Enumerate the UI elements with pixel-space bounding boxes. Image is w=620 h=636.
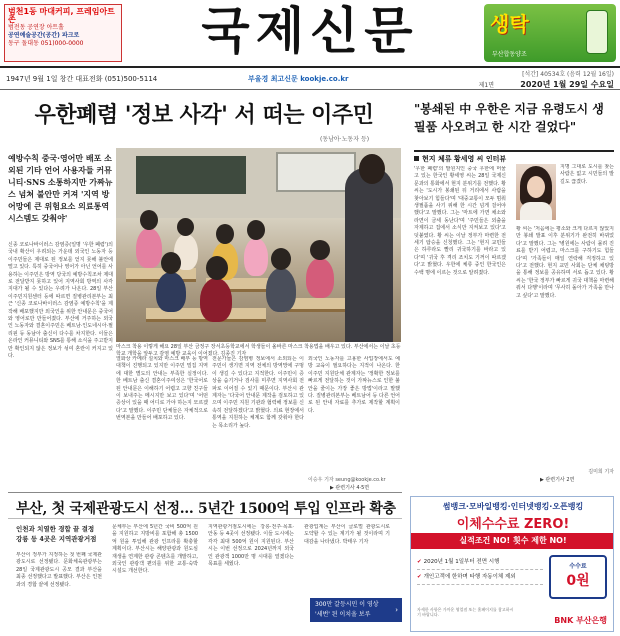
bottom-story-column-2: 문체부는 부산에 5년간 국비 500억 원을 지원하고 지방비를 포함해 총 1500억 원을 투입해 관광 인프라를 확충할 계획이다. 부산시는 해양관광과 원도심 재생을 연계한 관광 콘텐츠를 개발하고, 외국인 관광객 편의를 위한 교통·숙박 시설도 개선한다.: [112, 524, 198, 575]
photo-blackboard: [136, 156, 246, 194]
ad-left-line3: 공연예술공간(공간) 파크로: [8, 32, 80, 39]
photo-student-head: [216, 224, 234, 244]
bottom-story-column-3: 지역관광거점도시에는 강릉·전주·목포·안동 등 4곳이 선정됐다. 이들 도시에는 각각 최대 500억 원이 지원된다. 부산시는 이번 선정으로 2024년까지 외국인 관광객 1000만 명 시대를 열겠다는 목표를 세웠다.: [208, 524, 294, 568]
newspaper-logo[interactable]: 국제신문: [201, 1, 419, 60]
top-story-related-link[interactable]: ▶ 관련기사 4·5면: [330, 485, 370, 491]
ad-right-sub: 부산합동양조: [492, 51, 527, 58]
ad-left-line1: 범천1동 마대커피, 프레임아트존: [8, 7, 115, 24]
photo-student: [244, 238, 268, 276]
bottle-icon: [586, 10, 608, 54]
bank-ad-item: [417, 570, 543, 585]
top-story-headline[interactable]: 우한폐렴 '정보 사각' 서 떠는 이주민: [34, 102, 374, 128]
check-icon: ✔: [417, 559, 422, 565]
portrait-face: [527, 176, 545, 198]
motto-link[interactable]: 부울경 최고신문 kookje.co.kr: [248, 75, 349, 83]
interview-column-c: 황 씨는 '처음에는 평소와 크게 다르지 않았지만 봉쇄 발표 이후 분위기가 완전히 바뀌었다'고 말했다. 그는 '병원에는 사람이 몰려 진료를 받기 어렵고, 마스크를 구하기도 힘들다'며 '가족들이 매일 연락해 걱정하고 있다'고 전했다. 현지 교민 사회는 단체 채팅방을 통해 정보를 공유하며 서로 돕고 있다. 황 씨는 '한국 정부가 빠르게 귀국 대책을 마련해 줘서 다행'이라며 '무사히 돌아가 가족을 만나고 싶다'고 말했다.: [516, 226, 614, 299]
dateline: [0, 66, 620, 90]
top-story-column-3: 외국인 노동자를 고용한 사업장에서도 예방 교육이 필요하다는 지적이 나온다. 한 이주민 지원단체 관계자는 '정확한 정보를 빠르게 전달하는 것이 가짜뉴스로 인한 불안을 줄이는 가장 좋은 방법'이라고 말했다. 질병관리본부는 베트남어 등 다른 언어로 된 안내 자료를 추가로 제작할 계획이다.: [308, 356, 400, 414]
photo-student: [306, 258, 334, 298]
bank-ad-band: 실적조건 NO! 횟수 제한 NO!: [411, 533, 614, 549]
interviewee-portrait: [516, 164, 556, 220]
interview-column-a: '우한 폐렴'의 발원지인 중국 우한에 머물고 있는 한국인 황세영 씨는 28일 국제신문과의 통화에서 현지 분위기를 전했다. 황 씨는 '도시가 봉쇄된 뒤 거리에서 사람을 찾아보기 힘들다'며 '대중교통이 모두 멈춰 생필품을 사기 위해 한 시간 넘게 걸어야 했다'고 말했다. 그는 '마트에 가면 채소와 라면이 금세 동난다'며 '주민들은 외출을 자제하고 집에서 소식만 지켜보고 있다'고 덧붙였다. 황 씨는 이날 정부가 마련한 전세기 탑승을 신청했다. 그는 '현지 교민들은 하루라도 빨리 귀국하기를 바라고 있다'며 '귀국 후 격리 조치도 기꺼이 따르겠다'고 밝혔다. 우한에 체류 중인 한국인은 수백 명에 이르는 것으로 알려졌다.: [414, 166, 506, 276]
bank-logo: BNK 부산은행: [554, 616, 607, 625]
video-line-1: 300만 갈등시민 이 영상: [315, 601, 379, 608]
photo-caption-credit: 김종진 기자: [220, 351, 247, 357]
photo-student-head: [161, 252, 181, 274]
section-divider: [8, 518, 402, 519]
bank-ad-fee-value: 0원: [566, 573, 590, 589]
interview-column-b: 지명 그대로 도시를 찾는 사람은 없고 시민들의 발길도 끊겼다.: [560, 164, 614, 185]
top-story-column-1: 열화상 카메라 설치와 마스크 배부 등 방역 대책이 진행되고 있지만 이주민 밀집 지역에 대한 별도의 안내는 부족한 실정이다. 한 베트남 출신 결혼이주여성은 '한국어로 된 안내문은 이해하기 어렵고 고향 친구들이 보내주는 메시지만 보고 있다'며 '어떤 증상이 있을 때 어디로 가야 하는지 모르겠다'고 말했다. 이주민 단체들은 자체적으로 번역본을 만들어 배포하고 있다.: [116, 356, 208, 422]
masthead: [0, 0, 620, 66]
bank-ad-item-text: 개인고객에 한하며 타행 자동이체 제외: [423, 574, 516, 580]
photo-window: [276, 152, 356, 192]
interview-related-link[interactable]: ▶ 관련기사 2면: [540, 477, 575, 483]
photo-teacher-head: [359, 154, 385, 184]
photo-student: [156, 272, 186, 312]
classroom-photo[interactable]: [116, 148, 401, 342]
photo-caption-text: 마스크 착용 이렇게 해요 28일 부산 금정구 장서초등학교에서 학생들이 올바른 마스크 착용법을 배우고 있다. 부산에서는 이날 초등학교 개학을 앞두고 감염 예방 교육이 이어졌다.: [116, 344, 401, 357]
bottom-story-headline[interactable]: 부산, 첫 국제관광도시 선정… 5년간 1500억 투입 인프라 확충: [16, 501, 396, 517]
chevron-right-icon: ›: [395, 606, 398, 614]
bank-ad-note: 자세한 사항은 가까운 영업점 또는 홈페이지를 참고하시기 바랍니다.: [417, 607, 514, 617]
top-story-left-column: 신종 코로나바이러스 감염증(일명 '우한 폐렴')의 국내 확산이 우려되는 가운데 외국인 노동자 등 이주민들은 제대로 된 정보를 얻지 못해 불안에 떨고 있다. 특히 중국어나 영어가 아닌 언어를 사용하는 이주민은 방역 당국의 예방수칙조차 제대로 전달받지 못하고 있어 지역사회 방역의 사각지대가 될 수 있다는 우려가 나온다. 28일 부산 이주민지원센터 등에 따르면 질병관리본부는 최근 '신종 코로나바이러스 감염증 예방수칙'을 제작해 배포했지만 외국인을 위한 안내문은 중국어와 영어로만 만들어졌다. 부산에 거주하는 외국인 노동자와 결혼이주민은 베트남·인도네시아·필리핀 등 동남아 출신이 다수를 차지한다. 이들은 온라인 커뮤니티와 SNS를 통해 소식을 주고받지만 확인되지 않은 정보가 섞여 혼란이 커지고 있다.: [8, 242, 113, 360]
founded-info: 1947년 9월 1일 창간 대표전화 (051)500-5114: [6, 75, 158, 83]
section-divider: [8, 492, 402, 493]
photo-student-head: [247, 220, 265, 240]
portrait-body: [520, 202, 552, 220]
interview-reporter: 김미희 기자: [588, 469, 614, 475]
bank-ad-title: 썸뱅크·모바일뱅킹·인터넷뱅킹·오픈뱅킹: [442, 502, 584, 511]
photo-student-head: [271, 248, 291, 270]
bank-ad-fee-box: [549, 555, 607, 599]
bottom-story-deck: 인천과 치열한 경합 끝 결정 강릉 등 4곳은 지역관광거점: [16, 525, 97, 543]
edition-info: [석간] 40534호 (음력 12월 16일): [522, 71, 614, 78]
bank-ad-item-text: 2020년 1월 1일부터 전면 시행: [423, 559, 500, 565]
ad-left-line2: 범전동 공연장 아트홀: [8, 24, 64, 31]
video-link-box[interactable]: [310, 598, 402, 622]
ad-left-line4: 동구 돌대동 051)000-0000: [8, 40, 84, 47]
ad-right[interactable]: [484, 4, 616, 62]
bank-ad-headline: 이체수수료 ZERO!: [456, 517, 570, 532]
bottom-story-column-1: 부산이 정부가 지정하는 첫 번째 국제관광도시로 선정됐다. 문화체육관광부는 28일 국제관광도시 공모 결과 부산을 최종 선정했다고 발표했다. 부산은 인천과의 경합 끝에 선정됐다.: [16, 552, 102, 588]
interview-quote[interactable]: "봉쇄된 中 우한은 지금 유령도시 생필품 사오려고 한 시간 걸었다": [414, 102, 604, 134]
bottom-story-column-4: 관광업계는 부산이 글로벌 관광도시로 도약할 수 있는 계기가 될 것이라며 기대감을 나타냈다. 박태우 기자: [304, 524, 390, 545]
top-story-column-2: 전문가들은 감염병 정보에서 소외되는 이주민이 생기면 지역 전체의 방역망에 구멍이 생길 수 있다고 지적한다. 이주민이 증상을 숨기거나 검사를 미루면 지역사회 전파로 이어질 수 있기 때문이다. 부산시 관계자는 '다국어 안내문 제작을 검토하고 있으며 이주민 지원 기관과 협력해 정보를 신속히 전달하겠다'고 밝혔다. 의료 현장에서 통역을 지원하는 체계도 함께 갖춰야 한다는 목소리가 높다.: [212, 356, 304, 429]
bank-advertisement[interactable]: [410, 496, 614, 632]
page-label: 제1면: [478, 82, 494, 89]
bank-ad-item: [417, 555, 543, 570]
photo-student: [266, 268, 296, 312]
bank-ad-fee-label: 수수료: [569, 563, 587, 570]
issue-date-text: 2020년 1월 29일 수요일: [520, 80, 614, 89]
photo-credit: (동남아·노동자 등): [320, 136, 370, 143]
photo-teacher: [345, 168, 393, 342]
ad-left[interactable]: [4, 4, 122, 62]
photo-student-head: [310, 240, 330, 260]
interview-divider: [414, 150, 614, 152]
bank-ad-items: [417, 555, 543, 585]
photo-student-head: [177, 218, 194, 236]
ad-right-brand: 생탁: [490, 12, 529, 36]
interview-title[interactable]: 현지 체류 황세영 씨 인터뷰: [414, 154, 506, 164]
photo-student-head: [140, 210, 158, 230]
video-line-2: '세번' 된 이치올 보루: [315, 611, 371, 618]
photo-student: [200, 278, 232, 322]
photo-student: [136, 228, 162, 268]
photo-student-head: [206, 256, 228, 280]
check-icon: ✔: [417, 574, 422, 580]
top-story-subdeck: 예방수칙 중국·영어만 배포 소외된 기타 언어 사용자들 커뮤니티·SNS 소통하지만 가짜뉴스 넘쳐 불안만 커져 '지역 방어망에 큰 위험요소 의료통역 시스템도 갖춰야': [8, 153, 113, 223]
issue-date: [478, 79, 614, 90]
top-story-byline: 이승우 기자 seung@kookje.co.kr: [308, 477, 386, 483]
